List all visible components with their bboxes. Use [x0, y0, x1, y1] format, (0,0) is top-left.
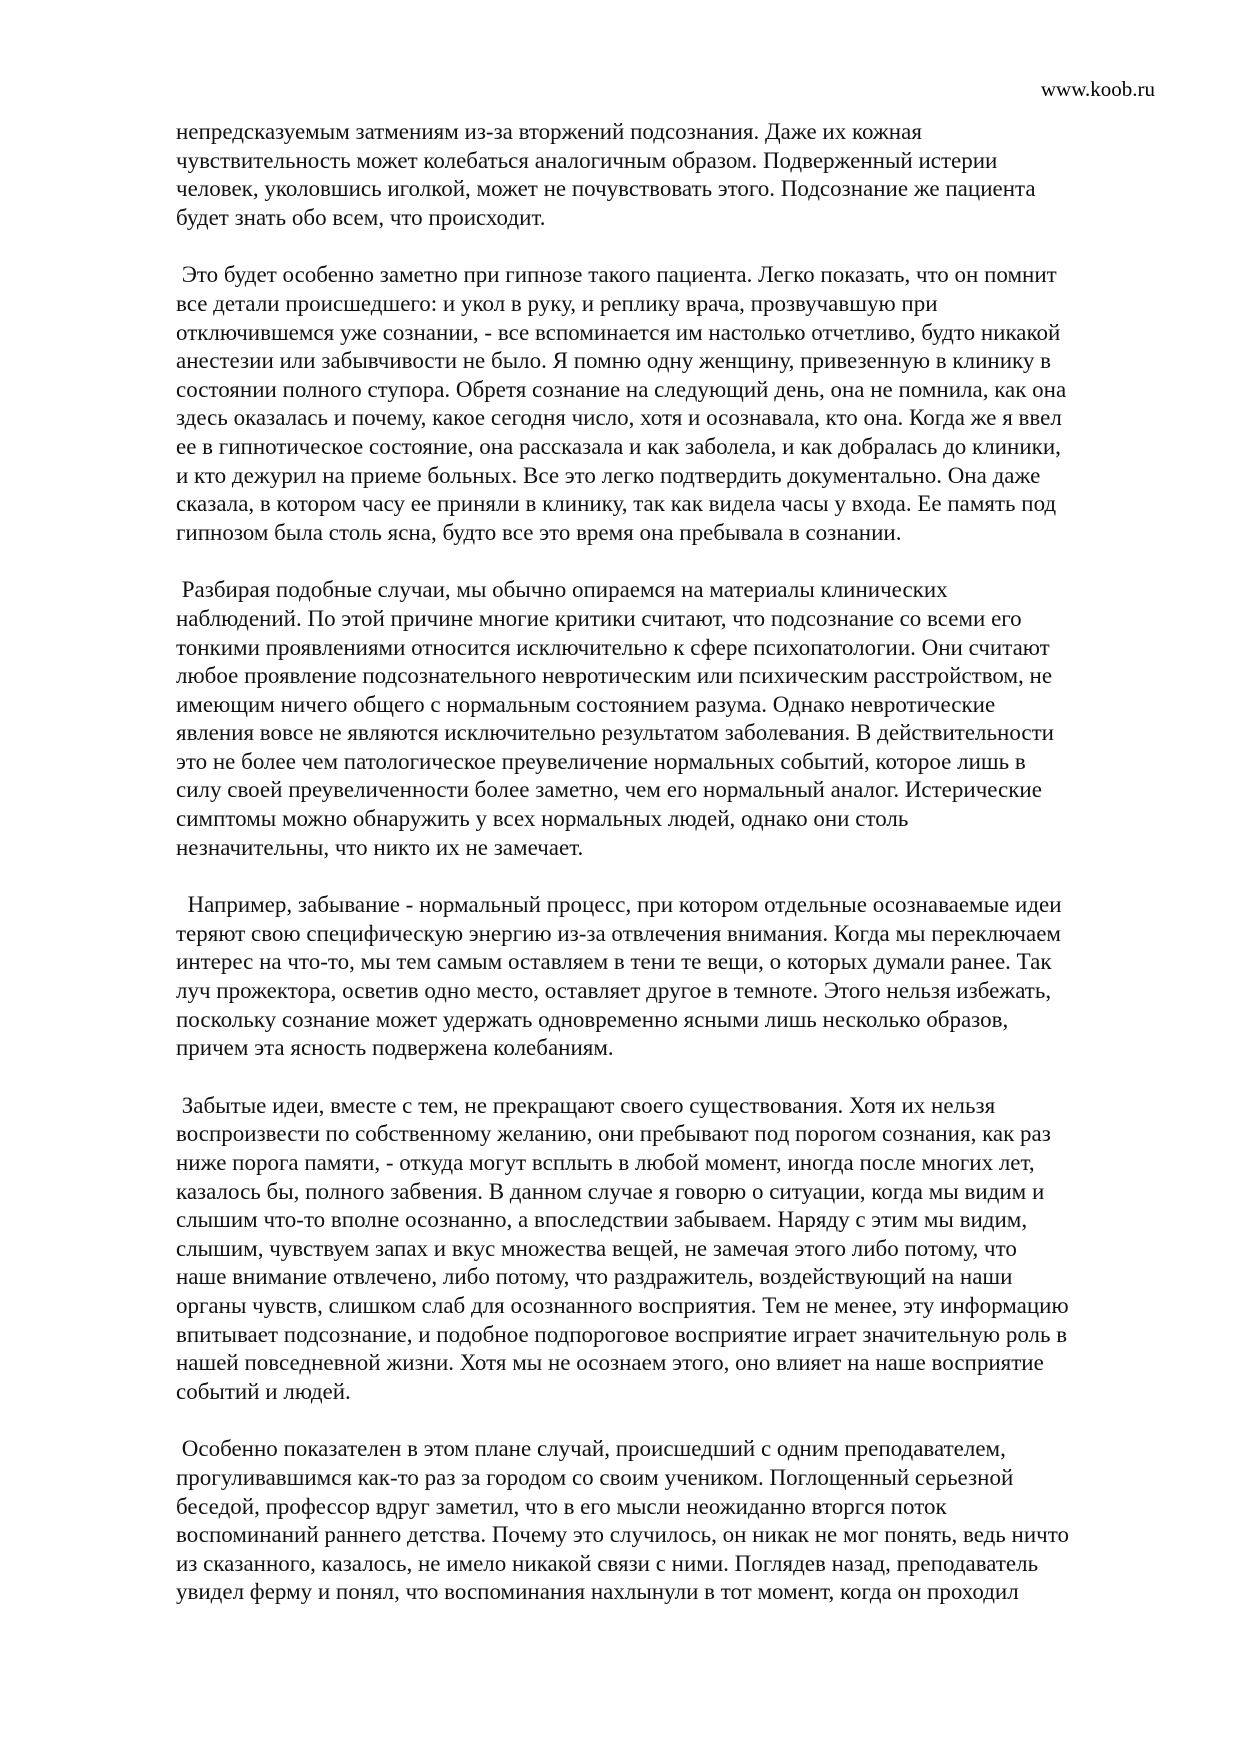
text-line: ее в гипнотическое состояние, она рассказала и как заболела, и как добралась до клиники, — [176, 433, 1061, 459]
text-line: слышим что-то вполне осознанно, а впоследствии забываем. Наряду с этим мы видим, — [176, 1207, 1028, 1233]
text-line: нашей повседневной жизни. Хотя мы не осознаем этого, оно влияет на наше восприятие — [176, 1350, 1044, 1376]
paragraph — [176, 1092, 1166, 1407]
text-line: воспроизвести по собственному желанию, они пребывают под порогом сознания, как раз — [176, 1121, 1051, 1147]
text-line: любое проявление подсознательного невротическим или психическим расстройством, не — [176, 663, 1053, 689]
text-line: увидел ферму и понял, что воспоминания нахлынули в тот момент, когда он проходил — [176, 1579, 1019, 1605]
text-line: чувствительность может колебаться аналогичным образом. Подверженный истерии — [176, 147, 998, 173]
paragraph — [176, 1435, 1166, 1607]
text-line: незначительны, что никто их не замечает. — [176, 834, 584, 860]
text-line: слышим, чувствуем запах и вкус множества вещей, не замечая этого либо потому, что — [176, 1235, 1017, 1261]
text-line: тонкими проявлениями относится исключительно к сфере психопатологии. Они считают — [176, 634, 1050, 660]
text-line: из сказанного, казалось, не имело никакой связи с ними. Поглядев назад, преподаватель — [176, 1550, 1039, 1576]
text-line: непредсказуемым затмениям из-за вторжений подсознания. Даже их кожная — [176, 119, 922, 144]
text-line: интерес на что-то, мы тем самым оставляем в тени те вещи, о которых думали ранее. Так — [176, 949, 1052, 975]
text-line: гипнозом была столь ясна, будто все это время она пребывала в сознании. — [176, 519, 902, 545]
text-line: симптомы можно обнаружить у всех нормальных людей, однако они столь — [176, 806, 909, 832]
text-line: Забытые идеи, вместе с тем, не прекращают своего существования. Хотя их нельзя — [176, 1092, 996, 1118]
paragraph — [176, 891, 1166, 1063]
text-line: воспоминаний раннего детства. Почему это случилось, он никак не мог понять, ведь ничто — [176, 1522, 1069, 1548]
text-line: впитывает подсознание, и подобное подпороговое восприятие играет значительную роль в — [176, 1321, 1068, 1347]
text-line: ниже порога памяти, - откуда могут всплыть в любой момент, иногда после многих лет, — [176, 1150, 1035, 1175]
header-url: www.koob.ru — [1040, 77, 1155, 101]
text-line: прогуливавшимся как-то раз за городом со своим учеником. Поглощенный серьезной — [176, 1464, 1014, 1490]
text-line: Например, забывание - нормальный процесс, при котором отдельные осознаваемые идеи — [176, 892, 1062, 918]
text-line: причем эта ясность подвержена колебаниям. — [176, 1035, 614, 1061]
text-line: это не более чем патологическое преувеличение нормальных событий, которое лишь в — [176, 748, 1026, 774]
text-line: имеющим ничего общего с нормальным состоянием разума. Однако невротические — [176, 691, 996, 717]
text-line: будет знать обо всем, что происходит. — [176, 204, 546, 230]
text-line: отключившемся уже сознании, - все вспоминается им настолько отчетливо, будто никакой — [176, 319, 1061, 345]
text-line: событий и людей. — [176, 1378, 351, 1404]
text-line: здесь оказалась и почему, какое сегодня число, хотя и осознавала, кто она. Когда же я ввел — [176, 405, 1062, 431]
text-line: силу своей преувеличенности более заметно, чем его нормальный аналог. Истерические — [176, 777, 1042, 803]
text-line: поскольку сознание может удержать одновременно ясными лишь несколько образов, — [176, 1006, 1009, 1032]
paragraph — [176, 118, 1166, 232]
text-line: человек, уколовшись иголкой, может не почувствовать этого. Подсознание же пациента — [176, 176, 1036, 202]
text-line: анестезии или забывчивости не было. Я помню одну женщину, привезенную в клинику в — [176, 348, 1051, 374]
text-line: Особенно показателен в этом плане случай, происшедший с одним преподавателем, — [176, 1436, 1006, 1462]
paragraph — [176, 576, 1166, 862]
text-line: наше внимание отвлечено, либо потому, что раздражитель, воздействующий на наши — [176, 1264, 1013, 1290]
text-line: Разбирая подобные случаи, мы обычно опираемся на материалы клинических — [176, 577, 948, 603]
text-line: сказала, в котором часу ее приняли в клинику, так как видела часы у входа. Ее память под — [176, 491, 1057, 517]
text-line: органы чувств, слишком слаб для осознанного восприятия. Тем не менее, эту информацию — [176, 1292, 1069, 1318]
text-line: явления вовсе не являются исключительно результатом заболевания. В действительности — [176, 720, 1054, 746]
text-line: луч прожектора, осветив одно место, оставляет другое в темноте. Этого нельзя избежать, — [176, 978, 1052, 1004]
text-line: беседой, профессор вдруг заметил, что в его мысли неожиданно вторгся поток — [176, 1493, 947, 1519]
text-line: Это будет особенно заметно при гипнозе такого пациента. Легко показать, что он помнит — [176, 262, 1057, 288]
text-line: казалось бы, полного забвения. В данном случае я говорю о ситуации, когда мы видим и — [176, 1178, 1045, 1204]
text-line: наблюдений. По этой причине многие критики считают, что подсознание со всеми его — [176, 605, 1022, 631]
text-line: и кто дежурил на приеме больных. Все это легко подтвердить документально. Она даже — [176, 462, 1041, 488]
body-text — [176, 118, 1166, 1636]
text-line: теряют свою специфическую энергию из-за отвлечения внимания. Когда мы переключаем — [176, 920, 1061, 946]
text-line: состоянии полного ступора. Обретя сознание на следующий день, она не помнила, как она — [176, 376, 1067, 402]
paragraph — [176, 261, 1166, 547]
text-line: все детали происшедшего: и укол в руку, и реплику врача, прозвучавшую при — [176, 290, 938, 316]
